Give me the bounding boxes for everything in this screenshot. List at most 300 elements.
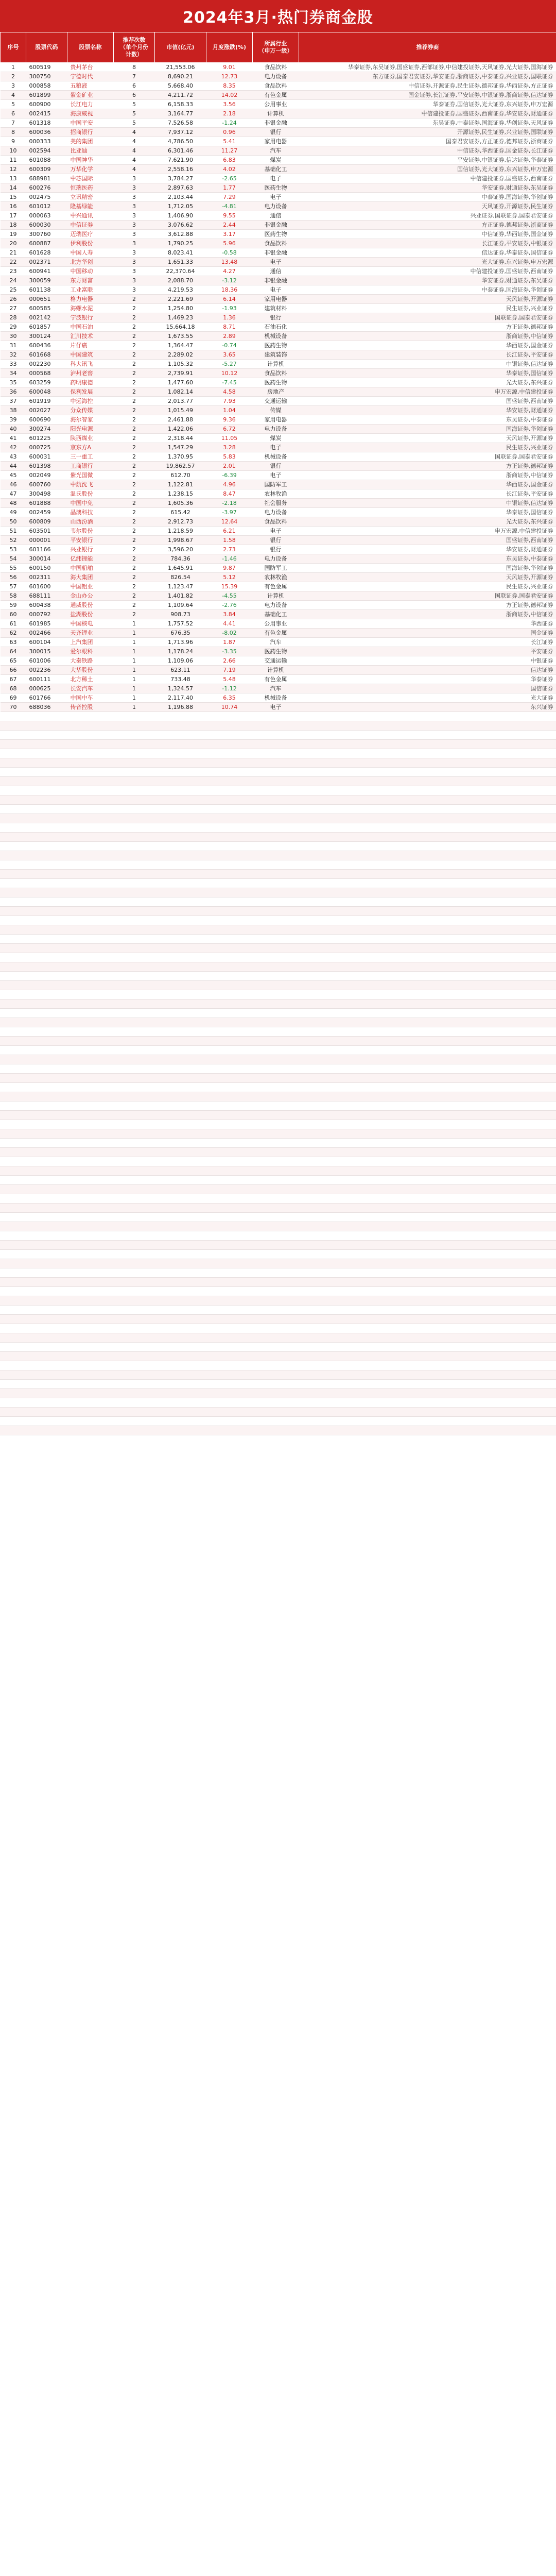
monthly-change: -1.46: [206, 554, 253, 564]
stock-name: 韦尔股份: [67, 527, 114, 536]
table-row: [1, 397, 556, 406]
monthly-change: 2.01: [206, 462, 253, 471]
market-cap: 1,790.25: [155, 239, 206, 248]
industry: 有色金属: [253, 91, 299, 100]
monthly-change: -5.27: [206, 360, 253, 369]
row-index: 42: [1, 443, 26, 452]
recommend-count: 3: [114, 285, 155, 295]
industry: 通信: [253, 211, 299, 221]
industry: 电力设备: [253, 425, 299, 434]
table-row: [1, 211, 556, 221]
stock-code: 688981: [26, 174, 67, 183]
industry: 房地产: [253, 387, 299, 397]
broker-list: 华西证券: [299, 619, 556, 629]
stock-code: 601888: [26, 499, 67, 508]
row-index: 57: [1, 582, 26, 591]
industry: 有色金属: [253, 582, 299, 591]
market-cap: 7,621.90: [155, 156, 206, 165]
row-index: 68: [1, 684, 26, 693]
stock-code: 600760: [26, 480, 67, 489]
market-cap: 2,103.44: [155, 193, 206, 202]
stock-name: 天齐锂业: [67, 629, 114, 638]
industry: 建筑装饰: [253, 350, 299, 360]
broker-list: 华泰证券,国信证券: [299, 508, 556, 517]
table-row: [1, 647, 556, 656]
recommend-count: 1: [114, 638, 155, 647]
recommend-count: 2: [114, 341, 155, 350]
monthly-change: 5.83: [206, 452, 253, 462]
recommend-count: 2: [114, 527, 155, 536]
stock-name: 中国人寿: [67, 248, 114, 258]
broker-list: 华安证券,财通证券: [299, 406, 556, 415]
table-row: [1, 406, 556, 415]
table-row: [1, 313, 556, 323]
stock-code: 600150: [26, 564, 67, 573]
stock-name: 中国建筑: [67, 350, 114, 360]
stock-code: 601006: [26, 656, 67, 666]
recommend-count: 2: [114, 554, 155, 564]
industry: 汽车: [253, 146, 299, 156]
recommend-count: 2: [114, 582, 155, 591]
recommend-count: 1: [114, 647, 155, 656]
industry: 计算机: [253, 666, 299, 675]
stock-code: 002475: [26, 193, 67, 202]
stock-name: 科大讯飞: [67, 360, 114, 369]
row-index: 20: [1, 239, 26, 248]
market-cap: 4,211.72: [155, 91, 206, 100]
recommend-count: 1: [114, 629, 155, 638]
stock-name: 中兴通讯: [67, 211, 114, 221]
table-row: [1, 369, 556, 378]
table-row: [1, 517, 556, 527]
stock-code: 601318: [26, 118, 67, 128]
monthly-change: 8.35: [206, 81, 253, 91]
broker-list: 浙商证券,中信证券: [299, 332, 556, 341]
broker-list: 中银证券: [299, 656, 556, 666]
table-row: [1, 350, 556, 360]
stock-name: 分众传媒: [67, 406, 114, 415]
industry: 机械设备: [253, 332, 299, 341]
stock-code: 300014: [26, 554, 67, 564]
table-row: [1, 91, 556, 100]
monthly-change: -6.39: [206, 471, 253, 480]
page-title: 2024年3月·热门券商金股: [183, 9, 373, 27]
recommend-count: 2: [114, 313, 155, 323]
recommend-count: 4: [114, 146, 155, 156]
industry: 食品饮料: [253, 369, 299, 378]
stock-code: 600031: [26, 452, 67, 462]
monthly-change: 7.93: [206, 397, 253, 406]
monthly-change: 11.05: [206, 434, 253, 443]
broker-list: 国泰君安证券,方正证券,德邦证券,浙商证券: [299, 137, 556, 146]
stock-code: 601857: [26, 323, 67, 332]
stock-name: 山西汾酒: [67, 517, 114, 527]
row-index: 45: [1, 471, 26, 480]
stock-name: 贵州茅台: [67, 63, 114, 72]
industry: 食品饮料: [253, 239, 299, 248]
market-cap: 1,015.49: [155, 406, 206, 415]
industry: 计算机: [253, 109, 299, 118]
monthly-change: 4.02: [206, 165, 253, 174]
row-index: 55: [1, 564, 26, 573]
market-cap: 7,937.12: [155, 128, 206, 137]
table-row: [1, 202, 556, 211]
stock-name: 金山办公: [67, 591, 114, 601]
stock-code: 002371: [26, 258, 67, 267]
recommend-count: 3: [114, 211, 155, 221]
recommend-count: 1: [114, 703, 155, 712]
broker-list: 国金证券,长江证券,平安证券,中银证券,浙商证券,信达证券: [299, 91, 556, 100]
table-row: [1, 165, 556, 174]
table-row: [1, 443, 556, 452]
recommend-count: 2: [114, 323, 155, 332]
broker-list: 天风证券,开源证券: [299, 295, 556, 304]
stock-code: 601985: [26, 619, 67, 629]
row-index: 64: [1, 647, 26, 656]
row-index: 13: [1, 174, 26, 183]
stock-name: 紫光国微: [67, 471, 114, 480]
table-row: [1, 471, 556, 480]
row-index: 25: [1, 285, 26, 295]
monthly-change: 2.18: [206, 109, 253, 118]
monthly-change: 10.74: [206, 703, 253, 712]
market-cap: 733.48: [155, 675, 206, 684]
stock-name: 三一重工: [67, 452, 114, 462]
stock-name: 晶澳科技: [67, 508, 114, 517]
broker-list: 中信建投证券,国盛证券,西南证券: [299, 174, 556, 183]
industry: 食品饮料: [253, 81, 299, 91]
broker-list: 方正证券,德邦证券: [299, 601, 556, 610]
broker-list: 天风证券,开源证券: [299, 573, 556, 582]
recommend-count: 5: [114, 109, 155, 118]
stock-name: 中国神华: [67, 156, 114, 165]
stock-name: 药明康德: [67, 378, 114, 387]
stock-name: 爱尔眼科: [67, 647, 114, 656]
table-row: [1, 508, 556, 517]
market-cap: 2,088.70: [155, 276, 206, 285]
industry: 传媒: [253, 406, 299, 415]
stock-code: 002311: [26, 573, 67, 582]
table-row: [1, 360, 556, 369]
row-index: 39: [1, 415, 26, 425]
recommend-count: 2: [114, 295, 155, 304]
market-cap: 2,739.91: [155, 369, 206, 378]
monthly-change: 12.64: [206, 517, 253, 527]
broker-list: 华安证券,财通证券: [299, 545, 556, 554]
stock-name: 五粮液: [67, 81, 114, 91]
market-cap: 2,117.40: [155, 693, 206, 703]
table-row: [1, 137, 556, 146]
stock-name: 隆基绿能: [67, 202, 114, 211]
row-index: 21: [1, 248, 26, 258]
table-row: [1, 536, 556, 545]
stock-code: 600036: [26, 128, 67, 137]
stock-code: 601899: [26, 91, 67, 100]
stock-code: 601668: [26, 350, 67, 360]
table-row: [1, 174, 556, 183]
stock-name: 通威股份: [67, 601, 114, 610]
monthly-change: 2.89: [206, 332, 253, 341]
monthly-change: 3.56: [206, 100, 253, 109]
row-index: 7: [1, 118, 26, 128]
monthly-change: 13.48: [206, 258, 253, 267]
row-index: 15: [1, 193, 26, 202]
row-index: 60: [1, 610, 26, 619]
monthly-change: -4.55: [206, 591, 253, 601]
monthly-change: -1.24: [206, 118, 253, 128]
broker-list: 兴业证券,国联证券,国泰君安证券: [299, 211, 556, 221]
market-cap: 2,897.63: [155, 183, 206, 193]
monthly-change: 4.58: [206, 387, 253, 397]
stock-name: 紫金矿业: [67, 91, 114, 100]
recommend-count: 2: [114, 591, 155, 601]
stock-name: 长安汽车: [67, 684, 114, 693]
market-cap: 2,221.69: [155, 295, 206, 304]
row-index: 62: [1, 629, 26, 638]
table-row: [1, 63, 556, 72]
recommend-count: 2: [114, 369, 155, 378]
row-index: 28: [1, 313, 26, 323]
stock-code: 601766: [26, 693, 67, 703]
row-index: 19: [1, 230, 26, 239]
row-index: 14: [1, 183, 26, 193]
broker-list: 长江证券: [299, 638, 556, 647]
recommend-count: 8: [114, 63, 155, 72]
stock-name: 工商银行: [67, 462, 114, 471]
broker-list: 华泰证券,国信证券: [299, 369, 556, 378]
monthly-change: -0.58: [206, 248, 253, 258]
row-index: 34: [1, 369, 26, 378]
market-cap: 784.36: [155, 554, 206, 564]
stock-name: 兴业银行: [67, 545, 114, 554]
broker-list: 国联证券,国泰君安证券: [299, 591, 556, 601]
industry: 银行: [253, 545, 299, 554]
stock-code: 688111: [26, 591, 67, 601]
market-cap: 1,477.60: [155, 378, 206, 387]
recommend-count: 4: [114, 156, 155, 165]
broker-list: 华西证券,国金证券: [299, 341, 556, 350]
stock-code: 000725: [26, 443, 67, 452]
broker-list: 民生证券,兴业证券: [299, 443, 556, 452]
market-cap: 908.73: [155, 610, 206, 619]
stock-code: 000001: [26, 536, 67, 545]
broker-list: 中信证券,华西证券,国金证券,长江证券: [299, 146, 556, 156]
industry: 机械设备: [253, 693, 299, 703]
industry: 汽车: [253, 638, 299, 647]
table-header-row: [1, 32, 556, 63]
broker-list: 开源证券,民生证券,兴业证券,国联证券: [299, 128, 556, 137]
market-cap: 615.42: [155, 508, 206, 517]
stock-code: 600585: [26, 304, 67, 313]
industry: 计算机: [253, 360, 299, 369]
recommend-count: 2: [114, 406, 155, 415]
row-index: 50: [1, 517, 26, 527]
stock-code: 002027: [26, 406, 67, 415]
row-index: 67: [1, 675, 26, 684]
row-index: 9: [1, 137, 26, 146]
row-index: 10: [1, 146, 26, 156]
recommend-count: 3: [114, 276, 155, 285]
table-row: [1, 656, 556, 666]
stock-name: 阳光电源: [67, 425, 114, 434]
stock-code: 002459: [26, 508, 67, 517]
industry: 家用电器: [253, 137, 299, 146]
recommend-count: 2: [114, 332, 155, 341]
row-index: 32: [1, 350, 26, 360]
table-row: [1, 610, 556, 619]
industry: 电子: [253, 258, 299, 267]
stock-code: 601600: [26, 582, 67, 591]
broker-list: 信达证券: [299, 666, 556, 675]
row-index: 35: [1, 378, 26, 387]
monthly-change: 4.27: [206, 267, 253, 276]
recommend-count: 4: [114, 128, 155, 137]
table-row: [1, 323, 556, 332]
row-index: 3: [1, 81, 26, 91]
monthly-change: 3.17: [206, 230, 253, 239]
stock-code: 600309: [26, 165, 67, 174]
stock-code: 600276: [26, 183, 67, 193]
industry: 国防军工: [253, 564, 299, 573]
stock-code: 600030: [26, 221, 67, 230]
monthly-change: 18.36: [206, 285, 253, 295]
stock-name: 招商银行: [67, 128, 114, 137]
broker-list: 华泰证券,国信证券,光大证券,东兴证券,申万宏源: [299, 100, 556, 109]
monthly-change: 4.96: [206, 480, 253, 489]
broker-list: 光大证券,东兴证券: [299, 517, 556, 527]
stock-code: 601225: [26, 434, 67, 443]
recommend-count: 2: [114, 573, 155, 582]
table-row: [1, 341, 556, 350]
industry: 国防军工: [253, 480, 299, 489]
stock-name: 中国移动: [67, 267, 114, 276]
stock-code: 600900: [26, 100, 67, 109]
stock-code: 000858: [26, 81, 67, 91]
row-index: 54: [1, 554, 26, 564]
market-cap: 1,673.55: [155, 332, 206, 341]
stock-code: 300498: [26, 489, 67, 499]
row-index: 11: [1, 156, 26, 165]
monthly-change: 6.35: [206, 693, 253, 703]
table-row: [1, 72, 556, 81]
monthly-change: 3.65: [206, 350, 253, 360]
row-index: 18: [1, 221, 26, 230]
industry: 电力设备: [253, 554, 299, 564]
row-index: 36: [1, 387, 26, 397]
recommend-count: 2: [114, 564, 155, 573]
table-row: [1, 638, 556, 647]
table-row: [1, 248, 556, 258]
broker-list: 国信证券,光大证券,东兴证券,申万宏源: [299, 165, 556, 174]
table-row: [1, 693, 556, 703]
recommend-count: 3: [114, 230, 155, 239]
monthly-change: 8.71: [206, 323, 253, 332]
stock-name: 宁波银行: [67, 313, 114, 323]
monthly-change: 1.87: [206, 638, 253, 647]
industry: 有色金属: [253, 675, 299, 684]
broker-list: 方正证券,德邦证券: [299, 323, 556, 332]
recommend-count: 3: [114, 174, 155, 183]
stock-name: 上汽集团: [67, 638, 114, 647]
stock-code: 000333: [26, 137, 67, 146]
stock-name: 陕西煤业: [67, 434, 114, 443]
recommend-count: 2: [114, 452, 155, 462]
market-cap: 1,370.95: [155, 452, 206, 462]
recommend-count: 6: [114, 81, 155, 91]
stock-name: 迈瑞医疗: [67, 230, 114, 239]
industry: 非银金融: [253, 276, 299, 285]
recommend-count: 5: [114, 118, 155, 128]
broker-list: 中银证券,信达证券: [299, 360, 556, 369]
market-cap: 3,164.77: [155, 109, 206, 118]
stock-code: 600887: [26, 239, 67, 248]
broker-list: 浙商证券,中信证券: [299, 471, 556, 480]
monthly-change: 5.12: [206, 573, 253, 582]
broker-list: 天风证券,开源证券,民生证券: [299, 202, 556, 211]
column-header: 推荐次数 （单个月份 计数）: [114, 32, 155, 63]
monthly-change: -2.18: [206, 499, 253, 508]
table-row: [1, 332, 556, 341]
row-index: 30: [1, 332, 26, 341]
broker-list: 国盛证券,西南证券: [299, 397, 556, 406]
broker-list: 平安证券,中银证券,信达证券,华泰证券: [299, 156, 556, 165]
recommend-count: 2: [114, 350, 155, 360]
market-cap: 1,122.81: [155, 480, 206, 489]
stock-code: 000063: [26, 211, 67, 221]
broker-list: 国信证券: [299, 684, 556, 693]
stock-code: 601088: [26, 156, 67, 165]
monthly-change: 9.01: [206, 63, 253, 72]
market-cap: 1,401.82: [155, 591, 206, 601]
row-index: 26: [1, 295, 26, 304]
market-cap: 1,218.59: [155, 527, 206, 536]
industry: 计算机: [253, 591, 299, 601]
table-row: [1, 554, 556, 564]
industry: 非银金融: [253, 118, 299, 128]
row-index: 22: [1, 258, 26, 267]
market-cap: 1,105.32: [155, 360, 206, 369]
column-header: 股票名称: [67, 32, 114, 63]
monthly-change: 10.12: [206, 369, 253, 378]
stock-name: 盐湖股份: [67, 610, 114, 619]
recommend-count: 1: [114, 693, 155, 703]
market-cap: 1,605.36: [155, 499, 206, 508]
table-row: [1, 462, 556, 471]
broker-list: 中泰证券,国海证券,华创证券: [299, 193, 556, 202]
recommend-count: 2: [114, 601, 155, 610]
market-cap: 8,023.41: [155, 248, 206, 258]
industry: 医药生物: [253, 378, 299, 387]
market-cap: 1,469.23: [155, 313, 206, 323]
stock-code: 601398: [26, 462, 67, 471]
broker-list: 光大证券: [299, 693, 556, 703]
recommend-count: 3: [114, 193, 155, 202]
stock-code: 600941: [26, 267, 67, 276]
monthly-change: 2.66: [206, 656, 253, 666]
monthly-change: 1.36: [206, 313, 253, 323]
monthly-change: 1.04: [206, 406, 253, 415]
stock-code: 000625: [26, 684, 67, 693]
column-header: 月度涨跌(%): [206, 32, 253, 63]
stock-name: 汇川技术: [67, 332, 114, 341]
stock-code: 601919: [26, 397, 67, 406]
table-row: [1, 666, 556, 675]
broker-list: 中信证券,华西证券,国金证券: [299, 230, 556, 239]
monthly-change: 9.36: [206, 415, 253, 425]
table-row: [1, 527, 556, 536]
stock-code: 688036: [26, 703, 67, 712]
monthly-change: 0.96: [206, 128, 253, 137]
